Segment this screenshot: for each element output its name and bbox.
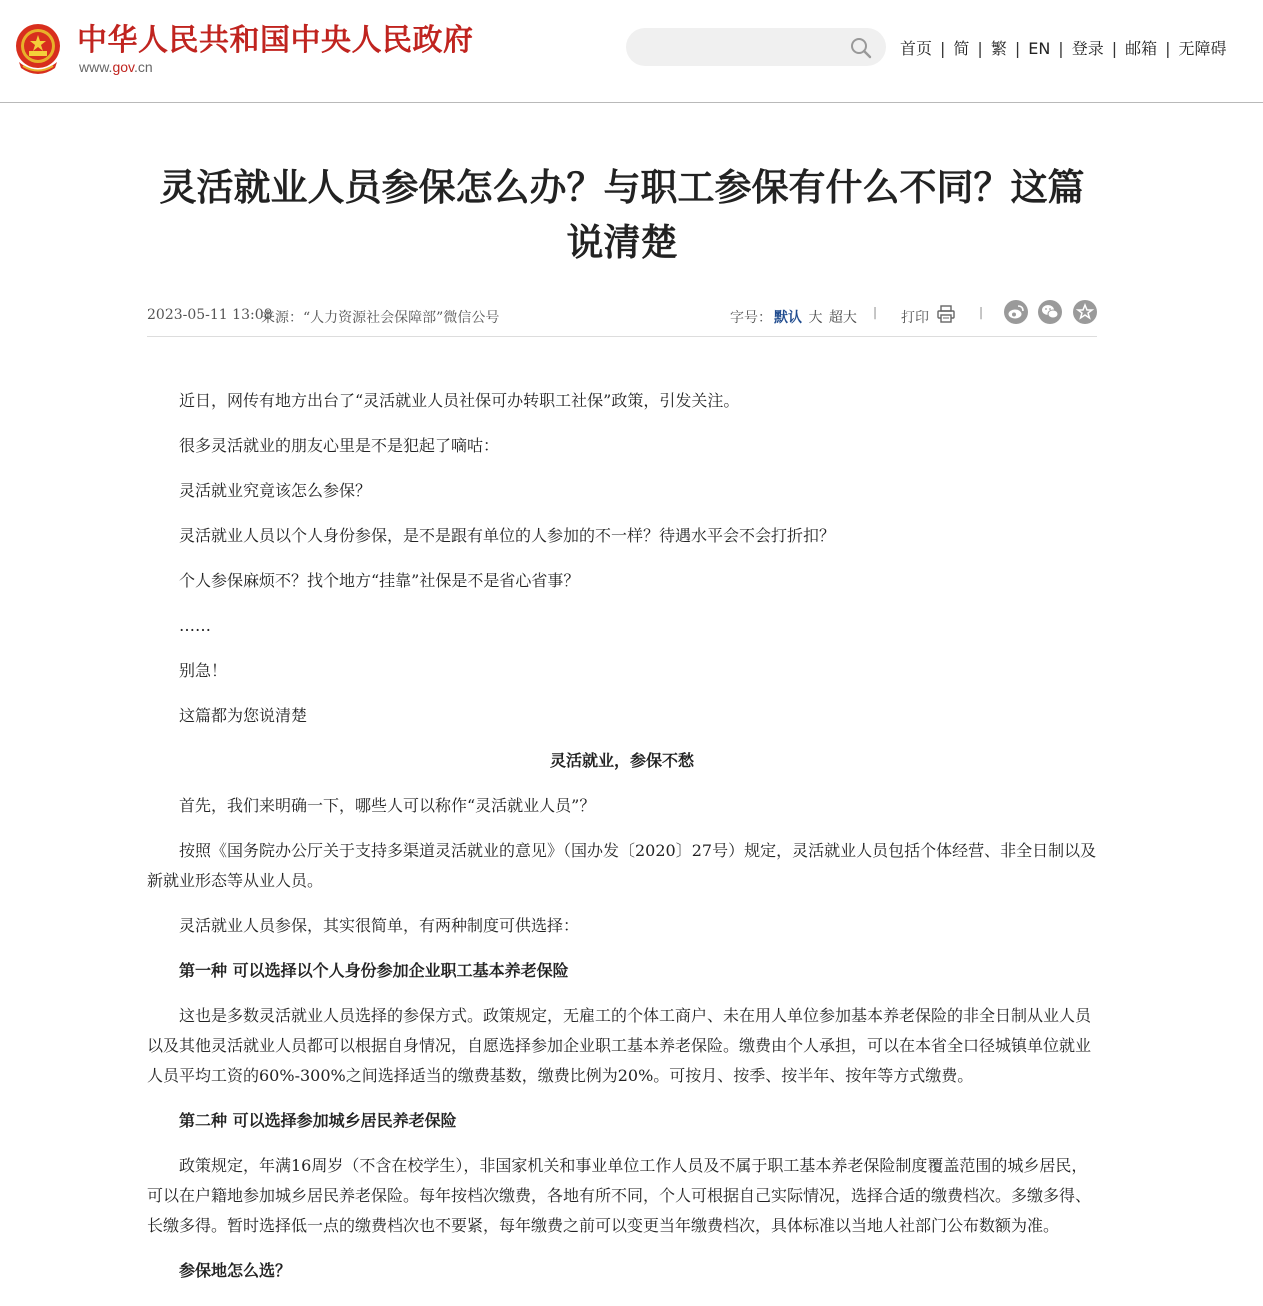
- url-suffix: .cn: [134, 59, 153, 75]
- paragraph: 近日，网传有地方出台了“灵活就业人员社保可办转职工社保”政策，引发关注。: [179, 391, 740, 410]
- paragraph: 灵活就业人员以个人身份参保，是不是跟有单位的人参加的不一样？待遇水平会不会打折扣？: [179, 526, 836, 545]
- url-domain: gov: [112, 59, 134, 75]
- section-heading: 灵活就业，参保不愁: [549, 751, 694, 770]
- url-prefix: www.: [79, 59, 113, 75]
- font-size-label: 字号：: [730, 310, 772, 326]
- nav-simplified[interactable]: 简: [953, 39, 970, 58]
- paragraph: 政策规定，年满16周岁（不含在校学生），非国家机关和事业单位工作人员及不属于职工基本养老保险制度覆盖范围的城乡居民，可以在户籍地参加城乡居民养老保险。每年按档次缴费，各地有所不同，个人可根据自己实际情况，选择合适的缴费档次。多缴多得、长缴多得。暂时选择低一点的缴费档次也不要紧，每年缴费之前可以变更当年缴费档次，具体标准以当地人社部门公布数额为准。: [147, 1156, 1092, 1235]
- site-header: [0, 0, 1263, 103]
- font-size-xlarge[interactable]: 超大: [828, 310, 857, 326]
- paragraph: 这篇都为您说清楚: [179, 706, 308, 725]
- paragraph: 首先，我们来明确一下，哪些人可以称作“灵活就业人员”？: [179, 796, 596, 815]
- top-nav: [900, 36, 1227, 59]
- paragraph: 别急！: [179, 661, 228, 680]
- font-size-default[interactable]: 默认: [774, 310, 802, 326]
- nav-separator: |: [1165, 39, 1171, 58]
- favorite-star-icon[interactable]: [1073, 300, 1097, 324]
- paragraph: 个人参保麻烦不？找个地方“挂靠”社保是不是省心省事？: [179, 571, 580, 590]
- article-meta: [147, 300, 1097, 337]
- subheading: 第二种 可以选择参加城乡居民养老保险: [179, 1111, 457, 1130]
- font-size-control: [730, 307, 857, 327]
- article-body: [147, 386, 1097, 1301]
- nav-separator: |: [977, 39, 983, 58]
- nav-separator: |: [940, 39, 946, 58]
- national-emblem-icon[interactable]: [13, 22, 63, 76]
- article-source: 来源：“人力资源社会保障部”微信公号: [261, 310, 500, 326]
- paragraph: ……: [179, 616, 211, 635]
- paragraph: 灵活就业人员参保，其实很简单，有两种制度可供选择：: [179, 916, 580, 935]
- publish-date: 2023-05-11 13:08: [147, 307, 273, 323]
- paragraph: 这也是多数灵活就业人员选择的参保方式。政策规定，无雇工的个体工商户、未在用人单位参加基本养老保险的非全日制从业人员以及其他灵活就业人员都可以根据自身情况，自愿选择参加企业职工基本养老保险。缴费由个人承担，可以在本省全口径城镇单位就业人员平均工资的60%-300%之间选择适当的缴费基数，缴费比例为20%。可按月、按季、按半年、按年等方式缴费。: [147, 1006, 1092, 1085]
- nav-separator: |: [1058, 39, 1064, 58]
- site-title[interactable]: 中华人民共和国中央人民政府: [77, 23, 474, 58]
- wechat-share-icon[interactable]: [1038, 300, 1062, 324]
- paragraph: 按照《国务院办公厅关于支持多渠道灵活就业的意见》（国办发〔2020〕27号）规定，灵活就业人员包括个体经营、非全日制以及新就业形态等从业人员。: [147, 841, 1097, 890]
- meta-divider: |: [873, 305, 878, 319]
- nav-mailbox[interactable]: 邮箱: [1125, 39, 1158, 58]
- paragraph: 很多灵活就业的朋友心里是不是犯起了嘀咕：: [179, 436, 500, 455]
- nav-separator: |: [1111, 39, 1118, 58]
- paragraph: 灵活就业究竟该怎么参保？: [179, 481, 372, 500]
- print-button[interactable]: 打印: [901, 310, 929, 326]
- site-url[interactable]: [79, 59, 153, 75]
- subheading: 第一种 可以选择以个人身份参加企业职工基本养老保险: [179, 961, 569, 980]
- subheading: 参保地怎么选？: [179, 1261, 292, 1280]
- article-title: 灵活就业人员参保怎么办？与职工参保有什么不同？这篇说清楚: [159, 165, 1085, 264]
- nav-traditional[interactable]: 繁: [990, 39, 1007, 58]
- search-box: [626, 28, 886, 66]
- nav-accessibility[interactable]: 无障碍: [1178, 39, 1227, 58]
- font-size-large[interactable]: 大: [808, 310, 823, 326]
- weibo-share-icon[interactable]: [1004, 300, 1028, 324]
- search-input[interactable]: [644, 34, 848, 62]
- search-icon[interactable]: [850, 37, 872, 59]
- meta-divider: |: [979, 305, 984, 319]
- nav-separator: |: [1014, 39, 1021, 58]
- nav-login[interactable]: 登录: [1071, 39, 1104, 58]
- nav-english[interactable]: EN: [1028, 39, 1051, 58]
- nav-home[interactable]: 首页: [900, 39, 933, 58]
- printer-icon[interactable]: [936, 304, 956, 324]
